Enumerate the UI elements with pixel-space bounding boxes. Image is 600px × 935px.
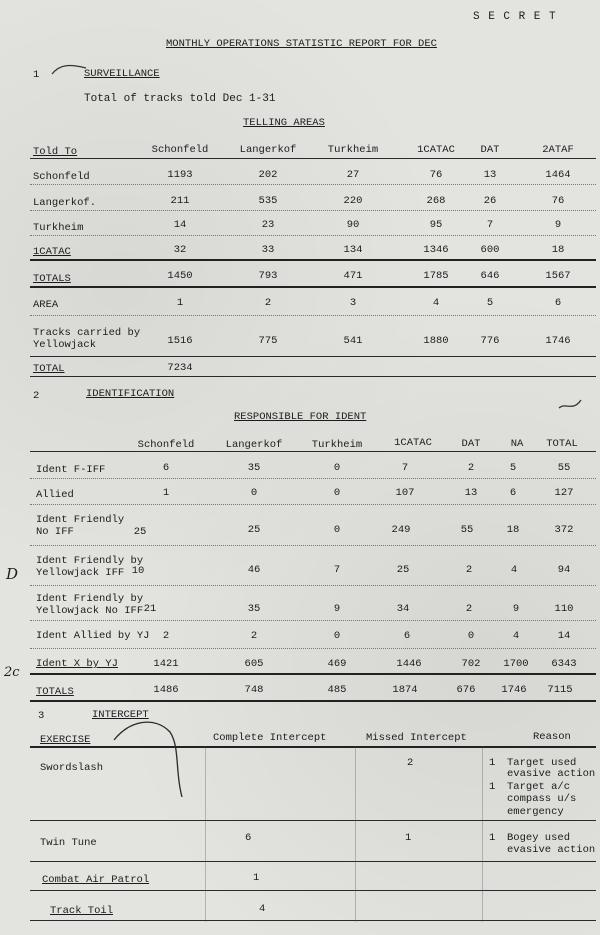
table-cell: 110 <box>554 603 574 615</box>
section-number: 1 <box>33 69 40 81</box>
row-label: Ident Friendly by <box>36 555 144 567</box>
table-cell: 25 <box>396 564 410 576</box>
table-cell: 220 <box>343 195 363 207</box>
row-label: Ident Allied by YJ <box>36 630 150 642</box>
row-label: No IFF <box>36 526 74 538</box>
reason-text: Target used <box>507 757 577 769</box>
table-cell: 26 <box>483 195 497 207</box>
table-cell: 25 <box>133 526 147 538</box>
table-cell: 793 <box>258 270 278 282</box>
table-cell: 21 <box>143 603 157 615</box>
table-cell: 5 <box>509 462 517 474</box>
table-cell: 9 <box>512 603 520 615</box>
table-cell: 18 <box>551 244 565 256</box>
table-cell: 4 <box>510 564 518 576</box>
section-title: SURVEILLANCE <box>84 68 160 80</box>
table-cell: 1464 <box>545 169 571 181</box>
row-label: Yellowjack <box>33 339 97 351</box>
table-cell: 1746 <box>501 684 527 696</box>
divider <box>30 700 596 702</box>
pen-scribble <box>50 60 90 80</box>
column-header: 1CATAC <box>417 144 455 156</box>
column-rule <box>482 746 483 922</box>
row-label: TOTALS <box>33 273 71 285</box>
table-cell: 1486 <box>153 684 179 696</box>
row-label: AREA <box>33 299 59 311</box>
table-cell: 34 <box>396 603 410 615</box>
reason-text: evasive action <box>507 844 596 856</box>
table-cell: 676 <box>456 684 476 696</box>
table-cell: 1516 <box>167 335 193 347</box>
row-label: Yellowjack IFF <box>36 567 125 579</box>
margin-handwritten-mark: 2c <box>4 665 20 680</box>
exercise-name: Combat Air Patrol <box>42 874 150 886</box>
table-cell: 471 <box>343 270 363 282</box>
divider <box>30 920 596 921</box>
table-cell: 55 <box>460 524 474 536</box>
table-heading: RESPONSIBLE FOR IDENT <box>234 411 367 423</box>
table-cell: 605 <box>244 658 264 670</box>
table-cell: 76 <box>551 195 565 207</box>
table-cell: 646 <box>480 270 500 282</box>
table-cell: 600 <box>480 244 500 256</box>
reason-text: emergency <box>507 806 564 818</box>
row-label: Yellowjack No IFF <box>36 605 144 617</box>
column-rule <box>205 746 206 922</box>
divider <box>30 235 596 236</box>
table-cell: 90 <box>346 219 360 231</box>
row-label: Ident Friendly <box>36 514 125 526</box>
classification-marking: S E C R E T <box>473 11 557 23</box>
reason-text: Target a/c <box>507 781 571 793</box>
table-cell: 76 <box>429 169 443 181</box>
table-cell: 94 <box>557 564 571 576</box>
table-cell: 9 <box>333 603 341 615</box>
table-cell: 0 <box>250 487 258 499</box>
table-cell: 775 <box>258 335 278 347</box>
table-cell: 7 <box>486 219 494 231</box>
divider <box>30 585 596 586</box>
table-cell: 1 <box>405 832 412 844</box>
divider <box>30 356 596 357</box>
column-header: Told To <box>33 146 78 158</box>
divider <box>30 620 596 621</box>
table-cell: 6343 <box>551 658 577 670</box>
table-cell: 7115 <box>547 684 573 696</box>
table-cell: 134 <box>343 244 363 256</box>
table-cell: 35 <box>247 462 261 474</box>
table-cell: 33 <box>261 244 275 256</box>
table-cell: 9 <box>554 219 562 231</box>
divider <box>30 451 596 452</box>
table-cell: 2 <box>465 564 473 576</box>
table-cell: 23 <box>261 219 275 231</box>
divider <box>30 820 596 821</box>
divider <box>30 890 596 891</box>
section-number: 2 <box>33 390 40 402</box>
table-cell: 10 <box>131 565 145 577</box>
table-cell: 2 <box>264 297 272 309</box>
row-label: Langerkof. <box>33 197 97 209</box>
table-cell: 27 <box>346 169 360 181</box>
table-cell: 14 <box>173 219 187 231</box>
table-cell: 211 <box>170 195 190 207</box>
section-title: IDENTIFICATION <box>86 388 175 400</box>
column-header: 2ATAF <box>542 144 574 156</box>
table-cell: 32 <box>173 244 187 256</box>
column-header: Turkheim <box>311 439 363 451</box>
table-cell: 268 <box>426 195 446 207</box>
table-cell: 1567 <box>545 270 571 282</box>
table-cell: 1874 <box>392 684 418 696</box>
table-cell: 13 <box>483 169 497 181</box>
divider <box>30 545 596 546</box>
table-cell: 0 <box>467 630 475 642</box>
divider <box>30 376 596 377</box>
column-header: EXERCISE <box>40 734 91 746</box>
section-title: INTERCEPT <box>92 709 149 721</box>
table-cell: 2 <box>250 630 258 642</box>
table-cell: 127 <box>554 487 574 499</box>
reason-text: Bogey used <box>507 832 571 844</box>
column-header: Reason <box>533 731 571 743</box>
table-cell: 372 <box>554 524 574 536</box>
table-cell: 1446 <box>396 658 422 670</box>
table-cell: 1450 <box>167 270 193 282</box>
table-cell: 202 <box>258 169 278 181</box>
pen-tick <box>555 396 585 416</box>
table-cell: 1421 <box>153 658 179 670</box>
table-cell: 776 <box>480 335 500 347</box>
table-cell: 1 <box>176 297 184 309</box>
row-label: TOTALS <box>36 686 74 698</box>
divider <box>30 210 596 211</box>
row-label: Schonfeld <box>33 171 90 183</box>
column-header: DAT <box>480 144 500 156</box>
table-cell: 2 <box>467 462 475 474</box>
table-cell: 5 <box>486 297 494 309</box>
report-title: MONTHLY OPERATIONS STATISTIC REPORT FOR DEC <box>166 38 437 50</box>
divider <box>30 648 596 649</box>
table-cell: 18 <box>506 524 520 536</box>
divider <box>30 478 596 479</box>
table-cell: 13 <box>464 487 478 499</box>
section-number: 3 <box>38 710 45 722</box>
table-cell: 95 <box>429 219 443 231</box>
row-label: Ident F-IFF <box>36 464 106 476</box>
table-cell: 1346 <box>423 244 449 256</box>
table-cell: 702 <box>461 658 481 670</box>
table-cell: 6 <box>403 630 411 642</box>
table-cell: 1193 <box>167 169 193 181</box>
row-label: Allied <box>36 489 74 501</box>
table-cell: 6 <box>509 487 517 499</box>
table-cell: 14 <box>557 630 571 642</box>
column-header: Langerkof <box>225 439 283 451</box>
row-label: Turkheim <box>33 222 84 234</box>
table-cell: 7234 <box>167 362 193 374</box>
table-cell: 6 <box>554 297 562 309</box>
table-cell: 1 <box>253 872 260 884</box>
reason-count: 1 <box>489 757 496 769</box>
table-cell: 6 <box>245 832 252 844</box>
table-cell: 0 <box>333 487 341 499</box>
table-cell: 1 <box>162 487 170 499</box>
divider <box>30 259 596 261</box>
table-cell: 535 <box>258 195 278 207</box>
divider <box>30 504 596 505</box>
divider <box>30 286 596 288</box>
row-label: TOTAL <box>33 363 65 375</box>
table-cell: 7 <box>401 462 409 474</box>
table-cell: 35 <box>247 603 261 615</box>
table-cell: 6 <box>162 462 170 474</box>
column-header: 1CATAC <box>394 437 432 449</box>
row-label: 1CATAC <box>33 246 71 258</box>
column-header: NA <box>510 438 524 450</box>
reason-text: evasive action <box>507 768 596 780</box>
column-header: TOTAL <box>546 438 578 450</box>
table-heading: TELLING AREAS <box>243 117 325 129</box>
exercise-name: Twin Tune <box>40 837 97 849</box>
table-cell: 2 <box>162 630 170 642</box>
table-cell: 1746 <box>545 335 571 347</box>
section-subtitle: Total of tracks told Dec 1-31 <box>84 93 276 105</box>
exercise-name: Swordslash <box>40 762 104 774</box>
table-cell: 2 <box>465 603 473 615</box>
divider <box>30 184 596 185</box>
table-cell: 25 <box>247 524 261 536</box>
table-cell: 4 <box>512 630 520 642</box>
row-label: Tracks carried by <box>33 327 141 339</box>
margin-handwritten-mark: D <box>6 565 19 583</box>
row-label: Ident X by YJ <box>36 658 118 670</box>
column-header: Schonfeld <box>137 439 195 451</box>
table-cell: 0 <box>333 462 341 474</box>
table-cell: 1880 <box>423 335 449 347</box>
divider <box>30 673 596 675</box>
table-cell: 107 <box>395 487 415 499</box>
table-cell: 7 <box>333 564 341 576</box>
table-cell: 541 <box>343 335 363 347</box>
column-header: Missed Intercept <box>366 732 467 744</box>
table-cell: 1785 <box>423 270 449 282</box>
column-header: DAT <box>461 438 481 450</box>
column-header: Turkheim <box>327 144 379 156</box>
column-header: Complete Intercept <box>213 732 327 744</box>
table-cell: 4 <box>432 297 440 309</box>
reason-count: 1 <box>489 832 496 844</box>
table-cell: 3 <box>349 297 357 309</box>
column-header: Langerkof <box>239 144 297 156</box>
table-cell: 748 <box>244 684 264 696</box>
column-rule <box>355 746 356 922</box>
column-header: Schonfeld <box>151 144 209 156</box>
exercise-name: Track Toil <box>50 905 114 917</box>
reason-count: 1 <box>489 781 496 793</box>
divider <box>30 861 596 862</box>
table-cell: 4 <box>259 903 266 915</box>
table-cell: 0 <box>333 630 341 642</box>
table-cell: 1700 <box>503 658 529 670</box>
pen-scribble <box>110 712 190 802</box>
table-cell: 46 <box>247 564 261 576</box>
table-cell: 0 <box>333 524 341 536</box>
table-cell: 2 <box>407 757 414 769</box>
table-cell: 485 <box>327 684 347 696</box>
reason-text: compass u/s <box>507 793 577 805</box>
table-cell: 249 <box>391 524 411 536</box>
divider <box>30 315 596 316</box>
table-cell: 55 <box>557 462 571 474</box>
row-label: Ident Friendly by <box>36 593 144 605</box>
table-cell: 469 <box>327 658 347 670</box>
divider <box>30 158 596 159</box>
